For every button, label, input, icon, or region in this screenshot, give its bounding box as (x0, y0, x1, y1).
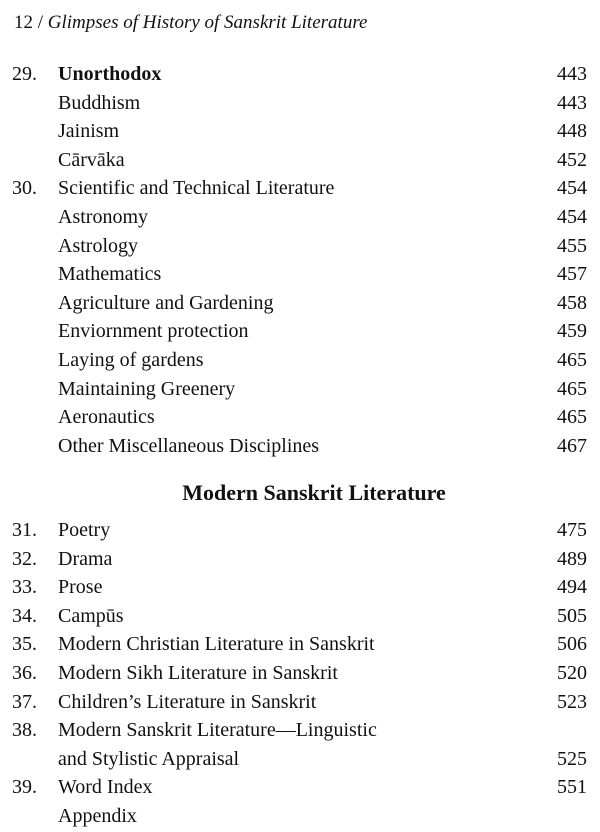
entry-page-number: 454 (557, 206, 587, 228)
entry-number: 32. (12, 547, 37, 570)
entry-page-number: 505 (557, 604, 587, 627)
toc-entry (0, 602, 600, 630)
toc-entry (0, 203, 600, 231)
entry-title: Children’s Literature in Sanskrit (58, 690, 317, 713)
entry-page-number: 452 (557, 148, 587, 171)
toc-entry (0, 346, 600, 374)
toc-entry (0, 516, 600, 544)
entry-title: Aeronautics (58, 406, 155, 429)
entry-title: Astronomy (58, 206, 148, 228)
entry-page-number: 465 (557, 406, 587, 429)
entry-page-number: 465 (557, 349, 587, 371)
entry-number: 39. (12, 776, 37, 799)
entry-page-number: 489 (557, 547, 587, 570)
toc-entry (0, 146, 600, 174)
toc-entry (0, 174, 600, 202)
section-heading-text: Modern Sanskrit Literature (182, 480, 446, 505)
running-head (14, 12, 367, 34)
entry-title: Astrology (58, 234, 138, 257)
entry-page-number: 458 (557, 291, 587, 314)
toc-entry (0, 432, 600, 460)
entry-page-number: 465 (557, 377, 587, 400)
entry-number: 31. (12, 519, 37, 541)
entry-page-number: 448 (557, 120, 587, 143)
entry-number: 30. (12, 177, 37, 200)
entry-title: and Stylistic Appraisal (58, 747, 240, 770)
toc-entry (0, 659, 600, 687)
entry-title: Word Index (58, 776, 153, 799)
toc-entry (0, 773, 600, 801)
entry-page-number: 525 (557, 747, 587, 770)
entry-title: Scientific and Technical Literature (58, 177, 335, 200)
entry-title: Cārvāka (58, 148, 125, 171)
entry-page-number: 459 (557, 320, 587, 343)
entry-page-number: 467 (557, 434, 587, 457)
toc-entry (0, 289, 600, 317)
entry-number: 33. (12, 576, 37, 599)
entry-title: Prose (58, 576, 103, 599)
entry-title: Mathematics (58, 263, 162, 286)
entry-number: 38. (12, 719, 37, 742)
entry-title: Modern Sikh Literature in Sanskrit (58, 662, 338, 684)
entry-title: Appendix (58, 805, 137, 827)
entry-title: Modern Christian Literature in Sanskrit (58, 633, 375, 656)
toc-entry (0, 232, 600, 260)
entry-number: 29. (12, 63, 37, 85)
entry-number: 36. (12, 662, 37, 684)
entry-title: Jainism (58, 120, 120, 143)
entry-title: Laying of gardens (58, 349, 204, 371)
toc-entry (0, 60, 600, 88)
entry-number: 37. (12, 690, 37, 713)
entry-title: Other Miscellaneous Disciplines (58, 434, 320, 457)
entry-page-number: 494 (557, 576, 587, 599)
book-title: Glimpses of History of Sanskrit Literature (47, 12, 368, 33)
toc-entry (0, 375, 600, 403)
entry-title: Campūs (58, 604, 124, 627)
toc-entry (0, 630, 600, 658)
section-heading (0, 478, 600, 508)
toc-entry (0, 117, 600, 145)
entry-page-number: 520 (557, 662, 587, 684)
entry-page-number: 443 (557, 91, 587, 114)
toc-entry (0, 573, 600, 601)
toc-entry (0, 260, 600, 288)
entry-title: Poetry (58, 519, 111, 541)
toc-entry (0, 688, 600, 716)
toc-entry (0, 716, 600, 744)
entry-title: Drama (58, 547, 113, 570)
toc-entry (0, 745, 600, 773)
entry-page-number: 506 (557, 633, 587, 656)
entry-title: Buddhism (58, 91, 141, 114)
entry-page-number: 551 (557, 776, 587, 799)
entry-page-number: 523 (557, 690, 587, 713)
toc-entry (0, 403, 600, 431)
toc-entry (0, 89, 600, 117)
entry-number: 34. (12, 604, 37, 627)
entry-number: 35. (12, 633, 37, 656)
entry-title: Agriculture and Gardening (58, 291, 274, 314)
entry-title: Unorthodox (58, 63, 162, 85)
entry-page-number: 455 (557, 234, 587, 257)
toc-entry (0, 802, 600, 830)
entry-page-number: 454 (557, 177, 587, 200)
toc-entry (0, 317, 600, 345)
entry-page-number: 443 (557, 63, 587, 85)
entry-title: Maintaining Greenery (58, 377, 236, 400)
header-separator: / (37, 12, 44, 33)
entry-title: Enviornment protection (58, 320, 249, 343)
toc-entry (0, 545, 600, 573)
entry-title: Modern Sanskrit Literature—Linguistic (58, 719, 377, 742)
entry-page-number: 457 (557, 263, 587, 286)
page-number: 12 (14, 12, 33, 33)
entry-page-number: 475 (557, 519, 587, 541)
